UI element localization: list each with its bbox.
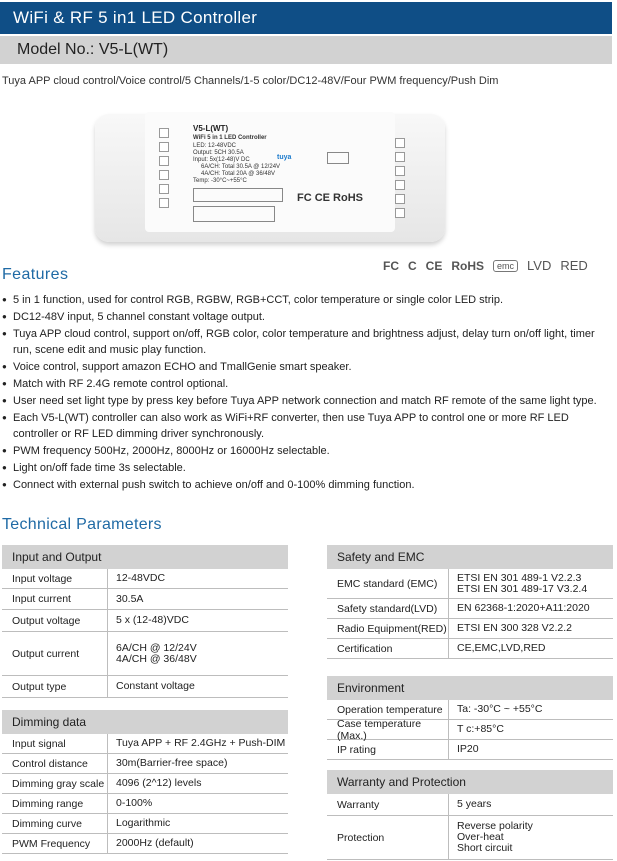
param-row (327, 717, 613, 742)
param-row (2, 814, 288, 834)
param-value (449, 573, 587, 595)
param-value-line: Tuya APP + RF 2.4GHz + Push-DIM (116, 737, 286, 749)
product-subtitle: Tuya APP cloud control/Voice control/5 Channels/1-5 color/DC12-48V/Four PWM frequency/Push Dim (2, 75, 499, 87)
terminal-right-3 (395, 166, 405, 176)
tech-params-heading: Technical Parameters (2, 516, 162, 533)
param-label: Safety standard(LVD) (327, 599, 449, 618)
param-label: EMC standard (EMC) (327, 569, 449, 598)
param-value (108, 738, 285, 749)
param-row (2, 734, 288, 754)
param-row (2, 632, 288, 676)
terminal-left-2 (159, 142, 169, 152)
device-spec-2: Input: 5x(12-48)V DC (193, 157, 250, 163)
feature-item: ● Connect with external push switch to achieve on/off and 0-100% dimming function. (2, 477, 614, 494)
terminal-right-6 (395, 208, 405, 218)
param-row (2, 774, 288, 794)
param-value-line: 4A/CH @ 36/48V (116, 652, 197, 665)
param-value-line: ETSI EN 301 489-17 V3.2.4 (457, 582, 588, 595)
device-label-table (193, 188, 283, 202)
panel-heading: Input and Output (2, 545, 288, 569)
param-value (108, 643, 197, 665)
device-spec-0: LED: 12-48VDC (193, 143, 237, 149)
feature-item: ● Voice control, support amazon ECHO and TmallGenie smart speaker. (2, 359, 614, 376)
param-row (2, 589, 288, 610)
terminal-left-3 (159, 156, 169, 166)
param-row (327, 599, 613, 619)
param-value (108, 758, 227, 769)
fcc-icon: FC (383, 258, 399, 273)
device-cert-marks: FC CE RoHS (297, 192, 363, 204)
device-spec-1: Output: 5CH 30.5A (193, 150, 244, 156)
c-mark-icon: C (408, 258, 417, 273)
param-label: Operation temperature (327, 700, 449, 719)
panel-heading: Warranty and Protection (327, 770, 613, 794)
rohs-icon: RoHS (451, 258, 485, 273)
panel-warranty-protection (327, 770, 613, 860)
param-label: Radio Equipment(RED) (327, 619, 449, 638)
param-row (327, 619, 613, 639)
feature-item: ● Light on/off fade time 3s selectable. (2, 460, 614, 477)
param-value-line: 5 years (457, 798, 492, 810)
title-bar (0, 2, 612, 34)
param-value (108, 838, 194, 849)
param-label: Input signal (2, 734, 108, 753)
device-spec-4: 4A/CH: Total 20A @ 36/48V (201, 171, 276, 177)
panel-input-output (2, 545, 288, 698)
param-label: Dimming curve (2, 814, 108, 833)
param-value-line: T c:+85°C (457, 723, 504, 735)
param-label: Output voltage (2, 610, 108, 631)
feature-item: ● Tuya APP cloud control, support on/off, RGB color, color temperature and brightness adjust, delay turn on/off light, timer run, scene edit and music play function. (2, 326, 614, 360)
feature-item: ● PWM frequency 500Hz, 2000Hz, 8000Hz or 16000Hz selectable. (2, 443, 614, 460)
device-wiring-table (193, 206, 275, 222)
terminal-right-5 (395, 194, 405, 204)
param-value (449, 744, 479, 755)
page-title: WiFi & RF 5 in1 LED Controller (13, 8, 258, 27)
device-model-label: V5-L(WT) (193, 124, 229, 133)
param-value (108, 818, 170, 829)
param-value-line: Ta: -30°C ~ +55°C (457, 703, 543, 715)
param-value (108, 798, 152, 809)
param-value (449, 603, 590, 614)
features-heading: Features (2, 266, 69, 283)
param-value-line: IP20 (457, 743, 479, 755)
param-value-line: ETSI EN 300 328 V2.2.2 (457, 622, 572, 634)
param-value-line: 30.5A (116, 592, 144, 605)
param-label: Warranty (327, 794, 449, 815)
param-label: Control distance (2, 754, 108, 773)
param-row (2, 834, 288, 854)
model-number: Model No.: V5-L(WT) (17, 41, 169, 58)
param-row (2, 754, 288, 774)
model-bar (0, 36, 612, 64)
param-value-line: 4096 (2^12) levels (116, 777, 202, 789)
param-label: Input current (2, 589, 108, 609)
param-row (2, 676, 288, 698)
tuya-logo-icon: tuya (277, 154, 292, 161)
param-value-line: 30m(Barrier-free space) (116, 757, 228, 769)
panel-dimming (2, 710, 288, 854)
param-label: Protection (327, 816, 449, 859)
param-label: PWM Frequency (2, 834, 108, 853)
param-row (2, 610, 288, 632)
param-value (108, 681, 195, 692)
param-row (327, 740, 613, 760)
panel-heading: Safety and EMC (327, 545, 613, 569)
param-value-line: 12-48VDC (116, 572, 166, 584)
param-row (327, 569, 613, 599)
red-mark: RED (560, 258, 588, 273)
feature-item: ● 5 in 1 function, used for control RGB, RGBW, RGB+CCT, color temperature or single color LED strip. (2, 292, 614, 309)
terminal-left-1 (159, 128, 169, 138)
param-label: Input voltage (2, 569, 108, 588)
terminal-left-4 (159, 170, 169, 180)
product-image (95, 108, 445, 248)
features-list (2, 292, 614, 494)
param-label: Dimming range (2, 794, 108, 813)
param-value-line: Logarithmic (116, 817, 171, 829)
param-value (449, 623, 572, 634)
param-row (2, 794, 288, 814)
terminal-right-1 (395, 138, 405, 148)
emc-icon: emc (493, 260, 518, 272)
device-spec-5: Temp: -30°C~+55°C (193, 178, 247, 184)
param-value-line: ETSI EN 301 489-1 V2.2.3 (457, 571, 582, 584)
feature-item: ● User need set light type by press key before Tuya APP network connection and match RF remote of the same light type. (2, 393, 614, 410)
param-value-line: EN 62368-1:2020+A11:2020 (457, 602, 590, 614)
param-row (327, 794, 613, 816)
param-value (449, 799, 491, 810)
param-value (449, 724, 504, 735)
param-label: IP rating (327, 740, 449, 759)
param-row (327, 816, 613, 860)
param-value (108, 615, 189, 626)
certification-marks (383, 258, 588, 273)
param-label: Dimming gray scale (2, 774, 108, 793)
param-label: Certification (327, 639, 449, 658)
param-value (449, 821, 533, 854)
terminal-right-2 (395, 152, 405, 162)
feature-item: ● Match with RF 2.4G remote control optional. (2, 376, 614, 393)
param-value-line: Constant voltage (116, 680, 195, 692)
device-button (327, 152, 349, 164)
param-value (449, 704, 542, 715)
param-value-line: Short circuit (457, 842, 513, 854)
device-spec-3: 6A/CH: Total 30.5A @ 12/24V (201, 164, 281, 170)
param-value-line: 5 x (12-48)VDC (116, 614, 189, 626)
lvd-mark: LVD (527, 258, 552, 273)
param-value-line: Over-heat (457, 831, 504, 843)
param-value-line: 2000Hz (default) (116, 837, 194, 849)
param-row (2, 569, 288, 589)
param-value-line: 0-100% (116, 797, 153, 809)
param-label: Output type (2, 676, 108, 697)
param-value (108, 594, 143, 605)
panel-environment (327, 676, 613, 760)
param-label: Case temperature (Max.) (327, 720, 449, 739)
param-value (108, 573, 165, 584)
feature-item: ● Each V5-L(WT) controller can also work as WiFi+RF converter, then use Tuya APP to control one or more RF LED controller or RF LED dimming driver synchronously. (2, 410, 614, 444)
param-value (108, 778, 201, 789)
terminal-right-4 (395, 180, 405, 190)
param-value (449, 643, 546, 654)
feature-item: ● DC12-48V input, 5 channel constant voltage output. (2, 309, 614, 326)
panel-heading: Environment (327, 676, 613, 700)
ce-icon: CE (425, 258, 443, 273)
terminal-left-6 (159, 198, 169, 208)
param-row (327, 639, 613, 659)
param-value-line: CE,EMC,LVD,RED (457, 642, 546, 654)
param-label: Output current (2, 632, 108, 675)
terminal-left-5 (159, 184, 169, 194)
device-name-label: WiFi 5 in 1 LED Controller (193, 135, 267, 141)
panel-safety-emc (327, 545, 613, 659)
param-value-line: Reverse polarity (457, 820, 533, 832)
controller-face (145, 112, 395, 232)
panel-heading: Dimming data (2, 710, 288, 734)
param-value-line: 6A/CH @ 12/24V (116, 641, 197, 654)
